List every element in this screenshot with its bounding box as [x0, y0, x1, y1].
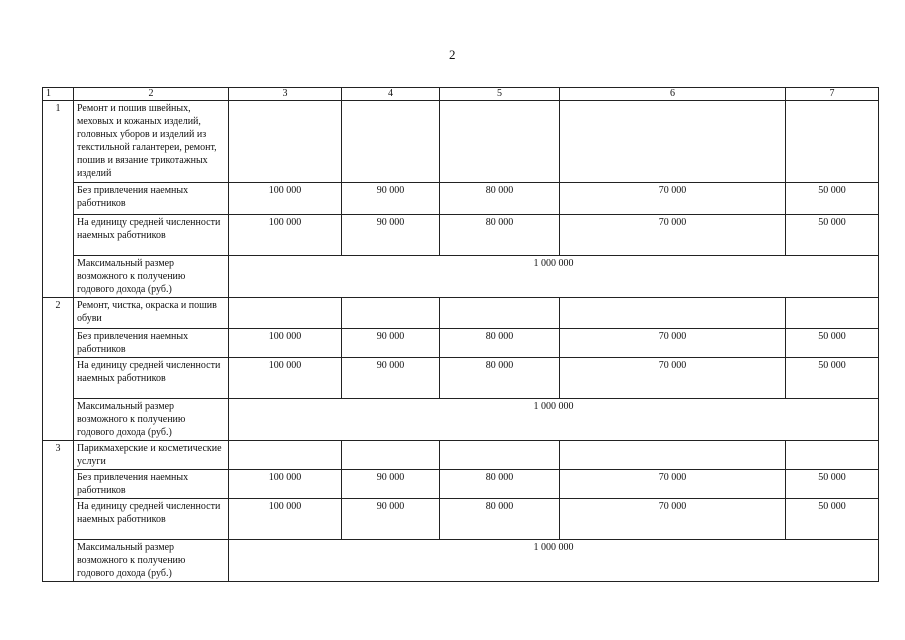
value-cell: 80 000: [440, 358, 560, 399]
row-label: Без привлечения наемных работников: [74, 470, 229, 499]
value-cell: 50 000: [786, 215, 879, 256]
header-cell-4: 4: [342, 88, 440, 101]
row-label: Максимальный размер возможного к получению годового дохода (руб.): [74, 256, 229, 298]
value-cell: 90 000: [342, 183, 440, 215]
row-label: Без привлечения наемных работников: [74, 329, 229, 358]
group-title-row: [43, 441, 879, 470]
value-cell: 80 000: [440, 215, 560, 256]
header-cell-7: 7: [786, 88, 879, 101]
max-income-value: 1 000 000: [229, 399, 879, 441]
row-label: На единицу средней численности наемных работников: [74, 499, 229, 540]
value-cell: 80 000: [440, 329, 560, 358]
value-cell: 100 000: [229, 358, 342, 399]
value-cell: 70 000: [560, 358, 786, 399]
max-income-row: [43, 399, 879, 441]
value-cell: 80 000: [440, 470, 560, 499]
table-row: [43, 499, 879, 540]
row-label: Максимальный размер возможного к получению годового дохода (руб.): [74, 399, 229, 441]
group-number: 1: [43, 101, 74, 298]
header-cell-5: 5: [440, 88, 560, 101]
table-row: [43, 358, 879, 399]
value-cell: 100 000: [229, 215, 342, 256]
group-number: 2: [43, 298, 74, 441]
table-row: [43, 183, 879, 215]
group-title: Ремонт, чистка, окраска и пошив обуви: [74, 298, 229, 329]
value-cell: 50 000: [786, 470, 879, 499]
group-title: Ремонт и пошив швейных, меховых и кожаных изделий, головных уборов и изделий из текстильной галантереи, ремонт, пошив и вязание трикотажных изделий: [74, 101, 229, 183]
value-cell: 90 000: [342, 470, 440, 499]
header-row: [43, 88, 879, 101]
value-cell: 90 000: [342, 215, 440, 256]
max-income-row: [43, 256, 879, 298]
value-cell: 70 000: [560, 329, 786, 358]
row-label: На единицу средней численности наемных работников: [74, 358, 229, 399]
value-cell: 90 000: [342, 329, 440, 358]
value-cell: 70 000: [560, 183, 786, 215]
table-row: [43, 215, 879, 256]
group-title-row: [43, 101, 879, 183]
income-table: [42, 87, 879, 582]
row-label: Без привлечения наемных работников: [74, 183, 229, 215]
header-cell-1: 1: [43, 88, 74, 101]
max-income-value: 1 000 000: [229, 256, 879, 298]
group-title-row: [43, 298, 879, 329]
value-cell: 90 000: [342, 499, 440, 540]
value-cell: 100 000: [229, 499, 342, 540]
value-cell: 50 000: [786, 358, 879, 399]
max-income-value: 1 000 000: [229, 540, 879, 582]
value-cell: 50 000: [786, 183, 879, 215]
row-label: Максимальный размер возможного к получению годового дохода (руб.): [74, 540, 229, 582]
value-cell: 90 000: [342, 358, 440, 399]
value-cell: 50 000: [786, 499, 879, 540]
max-income-row: [43, 540, 879, 582]
value-cell: 80 000: [440, 499, 560, 540]
value-cell: 70 000: [560, 499, 786, 540]
table-row: [43, 329, 879, 358]
value-cell: 50 000: [786, 329, 879, 358]
group-title: Парикмахерские и косметические услуги: [74, 441, 229, 470]
value-cell: 100 000: [229, 183, 342, 215]
header-cell-6: 6: [560, 88, 786, 101]
group-number: 3: [43, 441, 74, 582]
header-cell-2: 2: [74, 88, 229, 101]
header-cell-3: 3: [229, 88, 342, 101]
value-cell: 80 000: [440, 183, 560, 215]
table-row: [43, 470, 879, 499]
value-cell: 70 000: [560, 215, 786, 256]
value-cell: 70 000: [560, 470, 786, 499]
value-cell: 100 000: [229, 470, 342, 499]
page-number: 2: [449, 47, 456, 62]
value-cell: 100 000: [229, 329, 342, 358]
row-label: На единицу средней численности наемных работников: [74, 215, 229, 256]
